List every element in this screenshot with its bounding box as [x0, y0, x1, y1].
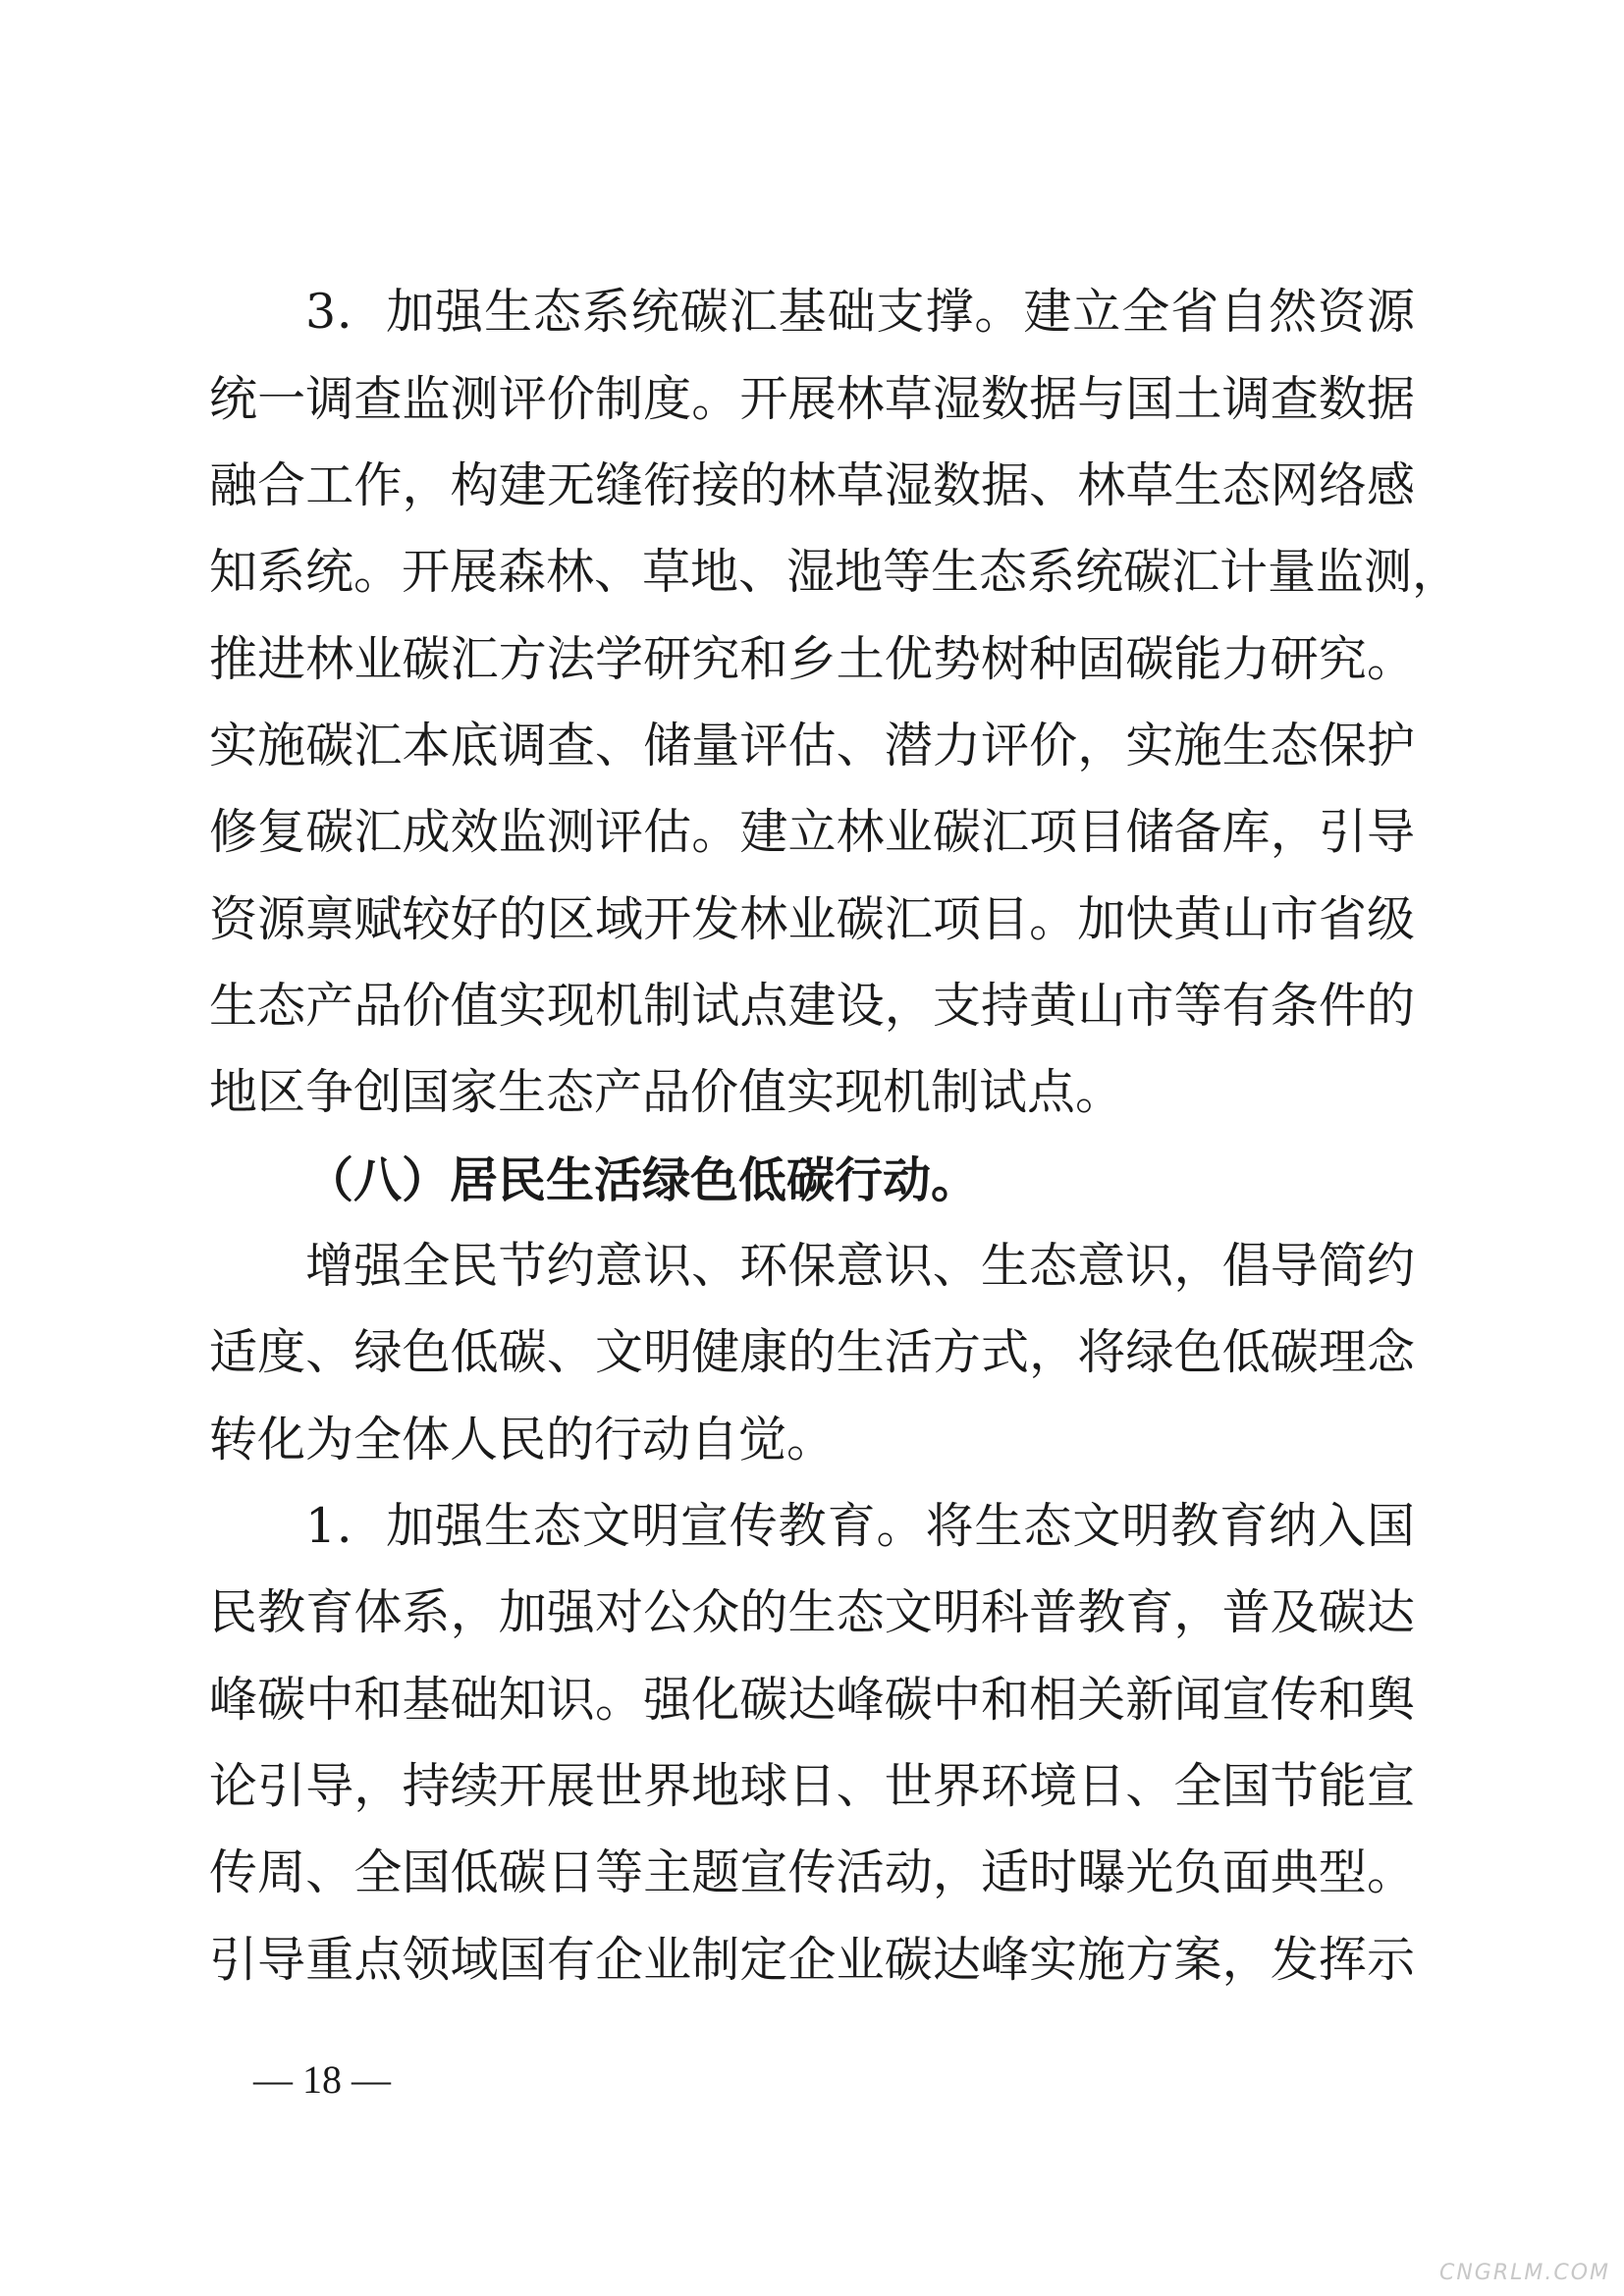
paragraph-line: 融合工作，构建无缝衔接的林草湿数据、林草生态网络感 [209, 457, 1415, 513]
paragraph-line: 传周、全国低碳日等主题宣传活动，适时曝光负面典型。 [209, 1844, 1415, 1900]
paragraph-line: 3．加强生态系统碳汇基础支撑。建立全省自然资源 [305, 284, 1415, 340]
paragraph-line: 资源禀赋较好的区域开发林业碳汇项目。加快黄山市省级 [209, 891, 1415, 947]
paragraph-line: 修复碳汇成效监测评估。建立林业碳汇项目储备库，引导 [209, 804, 1415, 860]
paragraph-line: 增强全民节约意识、环保意识、生态意识，倡导简约 [305, 1238, 1415, 1294]
section-heading: （八）居民生活绿色低碳行动。 [305, 1151, 980, 1208]
paragraph-line: 知系统。开展森林、草地、湿地等生态系统碳汇计量监测， [209, 544, 1461, 600]
paragraph-line: 实施碳汇本底调查、储量评估、潜力评价，实施生态保护 [209, 718, 1415, 774]
paragraph-line: 适度、绿色低碳、文明健康的生活方式，将绿色低碳理念 [209, 1324, 1415, 1380]
watermark: CNGRLM.COM [1438, 2261, 1610, 2285]
paragraph-line: 地区争创国家生态产品价值实现机制试点。 [209, 1064, 1124, 1120]
paragraph-line: 引导重点领域国有企业制定企业碳达峰实施方案，发挥示 [209, 1932, 1415, 1988]
paragraph-line: 推进林业碳汇方法学研究和乡土优势树种固碳能力研究。 [209, 631, 1415, 687]
paragraph-line: 生态产品价值实现机制试点建设，支持黄山市等有条件的 [209, 978, 1415, 1034]
paragraph-line: 峰碳中和基础知识。强化碳达峰碳中和相关新闻宣传和舆 [209, 1672, 1415, 1728]
paragraph-line: 统一调查监测评价制度。开展林草湿数据与国土调查数据 [209, 371, 1415, 427]
paragraph-line: 论引导，持续开展世界地球日、世界环境日、全国节能宣 [209, 1758, 1415, 1814]
page-number: — 18 — [253, 2057, 391, 2102]
paragraph-line: 转化为全体人民的行动自觉。 [209, 1412, 836, 1468]
paragraph-line: 1．加强生态文明宣传教育。将生态文明教育纳入国 [305, 1498, 1415, 1554]
paragraph-line: 民教育体系，加强对公众的生态文明科普教育，普及碳达 [209, 1584, 1415, 1640]
